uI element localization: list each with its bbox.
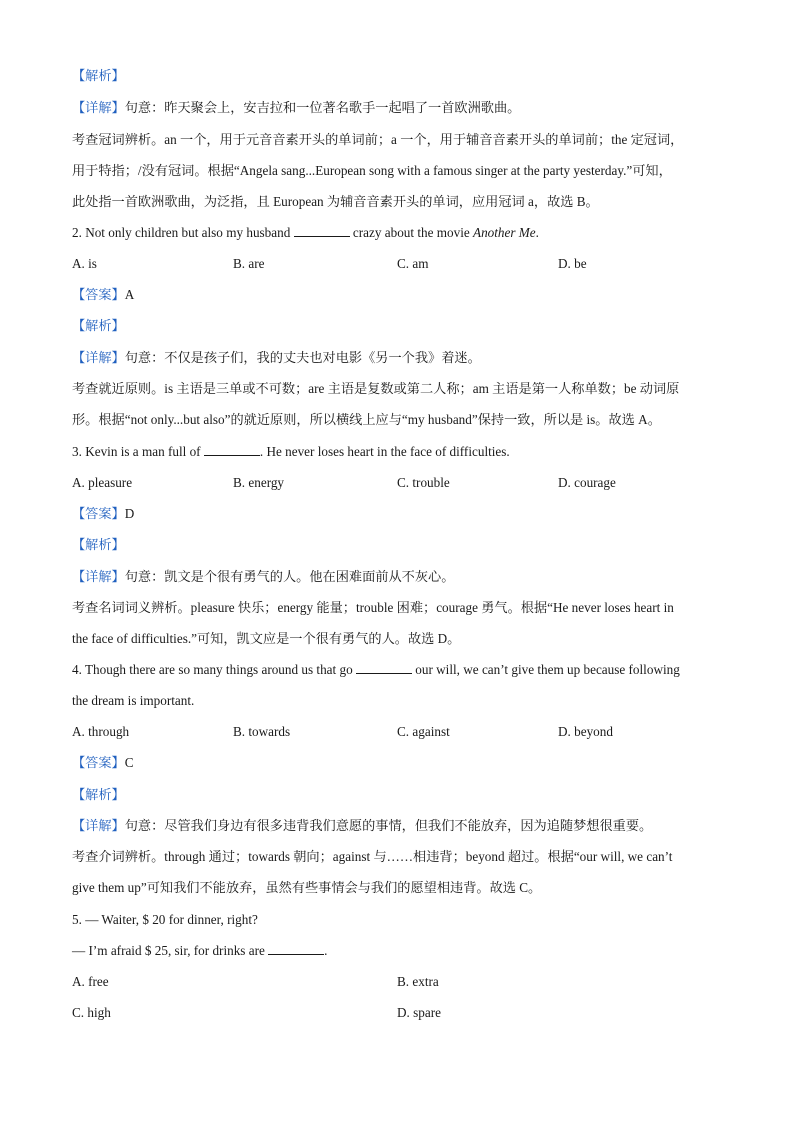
- answer-label: 【答案】: [72, 506, 125, 521]
- answer-blank: [294, 225, 350, 237]
- answer-line: [72, 287, 134, 303]
- question-stem: 5. — Waiter, $ 20 for dinner, right?: [72, 912, 258, 927]
- analysis-text: give them up”可知我们不能放弃，虽然有些事情会与我们的愿望相违背。故选 C。: [72, 880, 542, 895]
- analysis-text: 用于特指；/没有冠词。根据“Angela sang...European song with a famous singer at the party yesterday.”可知，: [72, 163, 672, 178]
- option-b: B. extra: [397, 974, 439, 989]
- answer-value: C: [124, 755, 134, 770]
- stem-part: 4. Though there are so many things around us that go: [72, 662, 353, 677]
- analysis-text: 此处指一首欧洲歌曲，为泛指，且 European 为辅音音素开头的单词，应用冠词 a，故选 B。: [72, 194, 599, 209]
- movie-title: Another Me: [473, 225, 536, 240]
- option-d: D. be: [558, 256, 587, 271]
- option-a: A. free: [72, 974, 109, 989]
- detail-line: [72, 350, 481, 366]
- answer-line: [72, 506, 134, 522]
- analysis-text: 考查冠词辨析。an 一个，用于元音音素开头的单词前；a 一个，用于辅音音素开头的单词前；the 定冠词，: [72, 132, 684, 147]
- detail-label: 【详解】: [72, 350, 125, 365]
- option-d: D. beyond: [558, 724, 613, 739]
- answer-blank: [356, 662, 412, 674]
- answer-value: A: [124, 287, 135, 302]
- question-stem: [72, 662, 680, 678]
- question-stem: [72, 444, 510, 460]
- analysis-text: 考查就近原则。is 主语是三单或不可数；are 主语是复数或第二人称；am 主语是第一人称单数；be 动词原: [72, 381, 680, 396]
- detail-line: [72, 569, 454, 585]
- answer-value: D: [124, 506, 135, 521]
- stem-part: — I’m afraid $ 25, sir, for drinks are: [72, 943, 265, 958]
- option-c: C. trouble: [397, 475, 450, 490]
- stem-part: 3. Kevin is a man full of: [72, 444, 201, 459]
- option-c: C. against: [397, 724, 450, 739]
- detail-text: 句意：尽管我们身边有很多违背我们意愿的事情，但我们不能放弃，因为追随梦想很重要。: [124, 818, 653, 833]
- answer-line: [72, 755, 134, 771]
- detail-label: 【详解】: [72, 100, 125, 115]
- option-c: C. am: [397, 256, 429, 271]
- answer-label: 【答案】: [72, 755, 125, 770]
- option-b: B. energy: [233, 475, 285, 490]
- analysis-label: 【解析】: [72, 787, 125, 802]
- option-d: D. courage: [558, 475, 616, 490]
- question-stem-cont: the dream is important.: [72, 693, 195, 708]
- answer-label: 【答案】: [72, 287, 125, 302]
- detail-label: 【详解】: [72, 569, 125, 584]
- detail-text: 句意：昨天聚会上，安吉拉和一位著名歌手一起唱了一首欧洲歌曲。: [124, 100, 521, 115]
- option-b: B. towards: [233, 724, 291, 739]
- option-a: A. through: [72, 724, 130, 739]
- stem-part: our will, we can’t give them up because following: [415, 662, 680, 677]
- stem-part: 2. Not only children but also my husband: [72, 225, 291, 240]
- answer-blank: [268, 943, 324, 955]
- stem-part: crazy about the movie: [352, 225, 470, 240]
- analysis-label: 【解析】: [72, 537, 125, 552]
- stem-part: .: [324, 943, 328, 958]
- analysis-label: 【解析】: [72, 318, 125, 333]
- question-stem: [72, 225, 539, 241]
- stem-part: .: [535, 225, 539, 240]
- option-a: A. is: [72, 256, 97, 271]
- question-stem-cont: [72, 943, 327, 959]
- analysis-label: 【解析】: [72, 68, 125, 83]
- analysis-text: 形。根据“not only...but also”的就近原则，所以横线上应与“my husband”保持一致，所以是 is。故选 A。: [72, 412, 661, 427]
- detail-text: 句意：不仅是孩子们，我的丈夫也对电影《另一个我》着迷。: [124, 350, 481, 365]
- option-c: C. high: [72, 1005, 111, 1020]
- detail-label: 【详解】: [72, 818, 125, 833]
- detail-text: 句意：凯文是个很有勇气的人。他在困难面前从不灰心。: [124, 569, 455, 584]
- analysis-text: 考查名词词义辨析。pleasure 快乐；energy 能量；trouble 困难；courage 勇气。根据“He never loses heart in: [72, 600, 674, 615]
- detail-line: [72, 100, 520, 116]
- option-d: D. spare: [397, 1005, 441, 1020]
- option-b: B. are: [233, 256, 265, 271]
- detail-line: [72, 818, 652, 834]
- answer-blank: [204, 444, 260, 456]
- analysis-text: 考查介词辨析。through 通过；towards 朝向；against 与……相违背；beyond 超过。根据“our will, we can’t: [72, 849, 673, 864]
- option-a: A. pleasure: [72, 475, 133, 490]
- stem-part: . He never loses heart in the face of difficulties.: [259, 444, 510, 459]
- analysis-text: the face of difficulties.”可知，凯文应是一个很有勇气的人。故选 D。: [72, 631, 461, 646]
